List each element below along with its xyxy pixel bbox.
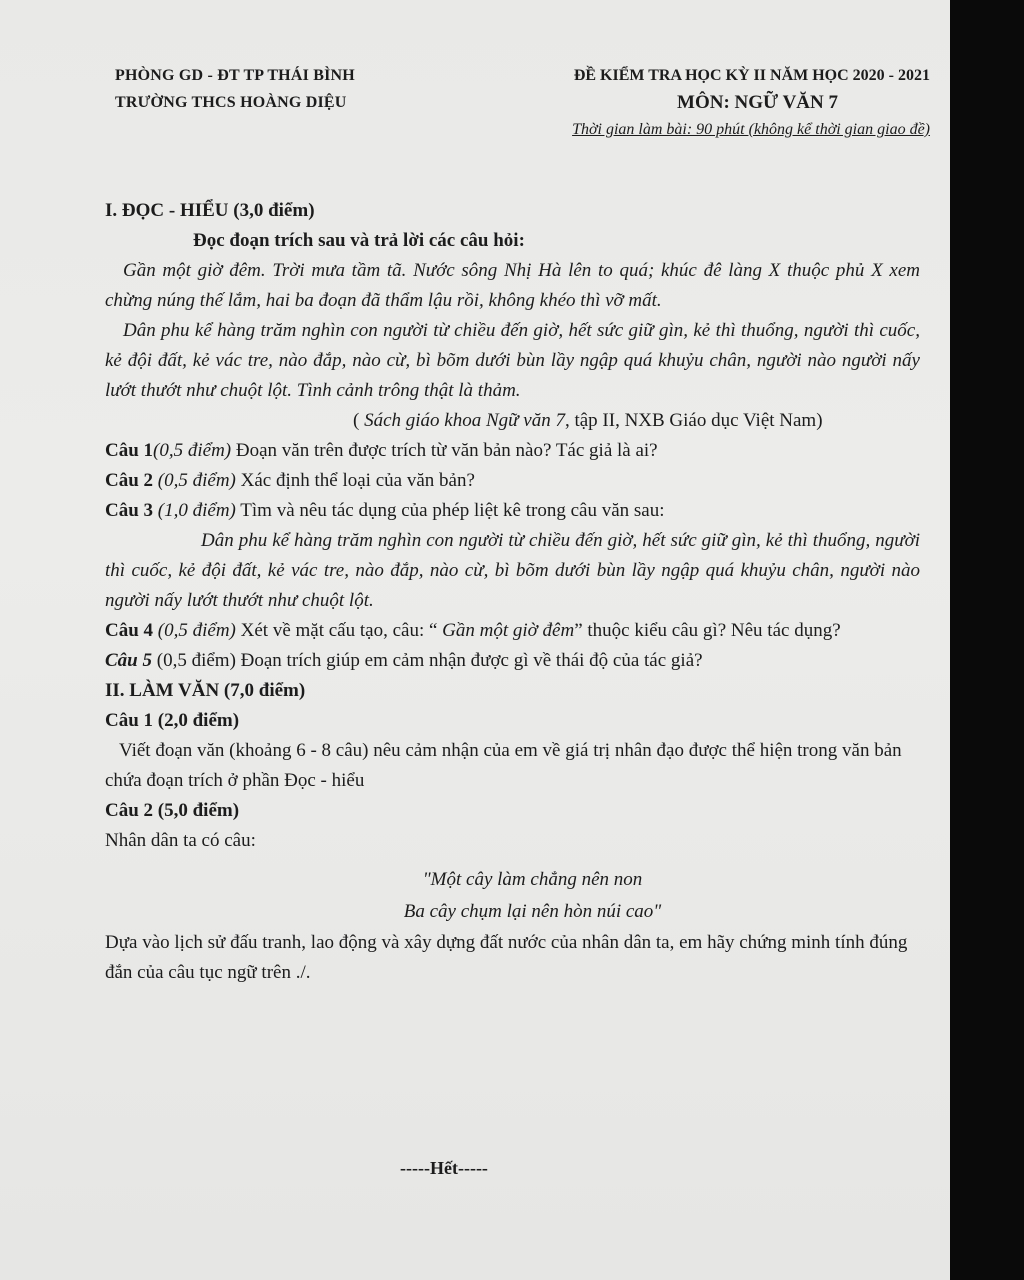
school-name: TRƯỜNG THCS HOÀNG DIỆU (115, 94, 347, 111)
exam-content (105, 196, 920, 988)
question-3-number: Câu 3 (105, 500, 154, 521)
question-2-text: Xác định thể loại của văn bản? (235, 470, 475, 491)
question-3-quote: Dân phu kể hàng trăm nghìn con người từ chiều đến giờ, hết sức giữ gìn, kẻ thì thuổng, người thì cuốc, kẻ đội đất, kẻ vác tre, nào đắp, nào cừ, bì bõm dưới bùn lầy ngập quá khuỷu chân, người nào người nấy lướt thướt như chuột lột. (105, 530, 920, 611)
question-3-text: Tìm và nêu tác dụng của phép liệt kê trong câu văn sau: (235, 500, 665, 521)
question-1 (105, 436, 920, 466)
reading-instruction: Đọc đoạn trích sau và trả lời các câu hỏi: (193, 230, 525, 251)
proverb-line-1: "Một cây làm chẳng nên non (422, 869, 643, 890)
question-4-text-b: ” thuộc kiểu câu gì? Nêu tác dụng? (574, 620, 841, 641)
passage-source (105, 406, 920, 436)
question-1-points: (0,5 điểm) (153, 440, 232, 461)
question-1-number: Câu 1 (105, 440, 154, 461)
question-5-number: Câu 5 (105, 650, 152, 671)
question-2 (105, 466, 920, 496)
proverb-quote (105, 864, 920, 928)
source-book: Sách giáo khoa Ngữ văn 7 (364, 410, 565, 431)
exam-header (420, 62, 930, 143)
question-4-quote: Gần một giờ đêm (442, 620, 575, 641)
writing-question-2-task: Dựa vào lịch sử đấu tranh, lao động và xây dựng đất nước của nhân dân ta, em hãy chứng minh tính đúng đắn của câu tục ngữ trên ./. (105, 932, 908, 983)
question-2-points: (0,5 điểm) (153, 470, 236, 491)
end-mark: -----Hết----- (400, 1158, 488, 1178)
writing-question-1-title: Câu 1 (2,0 điểm) (105, 710, 240, 731)
question-3-points: (1,0 điểm) (153, 500, 236, 521)
section-reading-title: I. ĐỌC - HIỂU (3,0 điểm) (105, 200, 315, 221)
source-open: ( (353, 410, 365, 431)
question-4-points: (0,5 điểm) (153, 620, 236, 641)
exam-time: Thời gian làm bài: 90 phút (không kể thời gian giao đề) (572, 121, 930, 138)
question-4-number: Câu 4 (105, 620, 154, 641)
writing-question-2-title: Câu 2 (5,0 điểm) (105, 800, 240, 821)
question-1-text: Đoạn văn trên được trích từ văn bản nào? Tác giả là ai? (231, 440, 658, 461)
section-writing-title: II. LÀM VĂN (7,0 điểm) (105, 680, 306, 701)
question-5-text: (0,5 điểm) Đoạn trích giúp em cảm nhận được gì về thái độ của tác giả? (152, 650, 703, 671)
school-header (115, 62, 355, 116)
question-2-number: Câu 2 (105, 470, 154, 491)
question-3 (105, 496, 920, 526)
question-5 (105, 646, 920, 676)
writing-question-1-text: Viết đoạn văn (khoảng 6 - 8 câu) nêu cảm nhận của em về giá trị nhân đạo được thể hiện trong văn bản chứa đoạn trích ở phần Đọc - hiểu (105, 740, 902, 791)
passage-paragraph-2: Dân phu kể hàng trăm nghìn con người từ chiều đến giờ, hết sức giữ gìn, kẻ thì thuổng, người thì cuốc, kẻ đội đất, kẻ vác tre, nào đắp, nào cừ, bì bõm dưới bùn lầy ngập quá khuỷu chân, người nào người nấy lướt thướt như chuột lột. Tình cảnh trông thật là thảm. (105, 320, 920, 401)
exam-title: ĐỀ KIỂM TRA HỌC KỲ II NĂM HỌC 2020 - 2021 (573, 67, 930, 84)
department-name: PHÒNG GD - ĐT TP THÁI BÌNH (115, 67, 355, 84)
passage-paragraph-1: Gần một giờ đêm. Trời mưa tầm tã. Nước sông Nhị Hà lên to quá; khúc đê làng X thuộc phủ X xem chừng núng thế lắm, hai ba đoạn đã thẩm lậu rồi, không khéo thì vỡ mất. (105, 260, 920, 311)
proverb-line-2: Ba cây chụm lại nên hòn núi cao" (403, 901, 662, 922)
question-4-text-a: Xét về mặt cấu tạo, câu: “ (235, 620, 443, 641)
exam-subject: MÔN: NGỮ VĂN 7 (677, 92, 838, 113)
source-rest: , tập II, NXB Giáo dục Việt Nam) (564, 410, 823, 431)
writing-question-2-intro: Nhân dân ta có câu: (105, 830, 256, 851)
question-4 (105, 616, 920, 646)
